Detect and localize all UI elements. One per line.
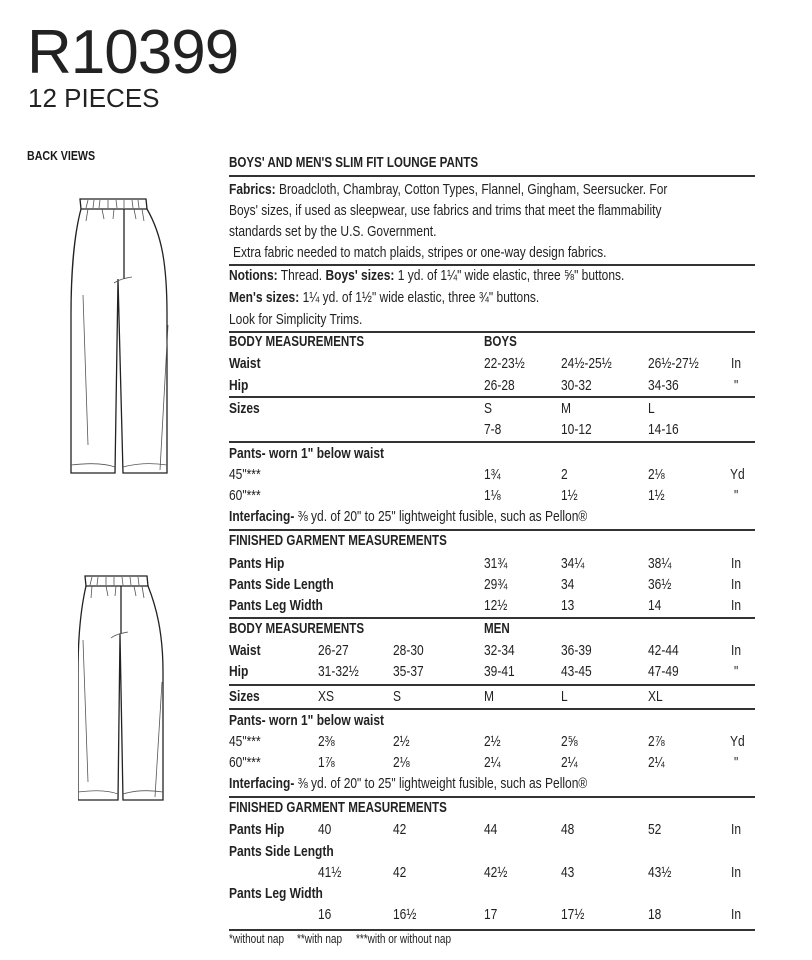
men-60-value: 2⅛ (393, 754, 410, 771)
unit: In (731, 597, 742, 614)
men-pants-hip-label: Pants Hip (229, 821, 285, 838)
footnote: *without nap (229, 932, 285, 946)
fabrics-line-3: standards set by the U.S. Government. (229, 223, 437, 240)
unit: " (734, 377, 739, 394)
men-pants-hip-value: 44 (484, 821, 498, 838)
boys-60-label: 60"*** (229, 487, 261, 504)
fabrics-line-4: Extra fabric needed to match plaids, stripes or one-way design fabrics. (233, 244, 607, 261)
men-45-value: 2½ (393, 733, 410, 750)
men-sizes-label: Sizes (229, 688, 260, 705)
divider (229, 441, 755, 443)
unit: " (734, 487, 739, 504)
boys-waist-value: 22-23½ (484, 355, 525, 372)
boys-pants-leg-value: 14 (648, 597, 662, 614)
men-60-value: 2¼ (561, 754, 578, 771)
boys-pants-leg-value: 13 (561, 597, 575, 614)
men-interfacing (229, 775, 587, 792)
interfacing-label: Interfacing- (229, 775, 295, 792)
divider (229, 529, 755, 531)
men-waist-value: 32-34 (484, 642, 515, 659)
boys-pants-side-label: Pants Side Length (229, 576, 334, 593)
notions-look: Look for Simplicity Trims. (229, 311, 363, 328)
divider (229, 396, 755, 398)
notions-line-1 (229, 267, 624, 284)
men-pants-hip-value: 52 (648, 821, 662, 838)
men-pants-leg-value: 17½ (561, 906, 585, 923)
men-body-header: BODY MEASUREMENTS (229, 621, 365, 637)
men-pants-side-value: 42 (393, 864, 407, 881)
men-waist-value: 26-27 (318, 642, 349, 659)
men-pants-side-value: 43½ (648, 864, 672, 881)
men-group-label: MEN (484, 621, 510, 637)
men-pants-leg-value: 18 (648, 906, 662, 923)
unit: Yd (730, 733, 745, 750)
boys-hip-label: Hip (229, 377, 249, 394)
divider (229, 331, 755, 333)
men-size: M (484, 688, 494, 705)
men-pants-hip-value: 40 (318, 821, 332, 838)
footnote: **with nap (297, 932, 343, 946)
boys-pants-hip-value: 34¼ (561, 555, 585, 572)
fabrics-text: Broadcloth, Chambray, Cotton Types, Flannel, Gingham, Seersucker. For (279, 181, 668, 198)
boys-size: M (561, 400, 571, 417)
divider (229, 708, 755, 710)
boys-60-value: 1⅛ (484, 487, 501, 504)
boys-45-value: 2⅛ (648, 466, 665, 483)
men-pants-leg-value: 16 (318, 906, 332, 923)
men-45-value: 2½ (484, 733, 501, 750)
men-hip-value: 47-49 (648, 663, 679, 680)
interfacing-text: ⅜ yd. of 20" to 25" lightweight fusible, such as Pellon® (297, 508, 588, 525)
men-pants-side-value: 43 (561, 864, 575, 881)
unit: Yd (730, 466, 745, 483)
boys-pants-side-value: 36½ (648, 576, 672, 593)
men-hip-value: 43-45 (561, 663, 592, 680)
notions-boys-label: Boys' sizes: (325, 267, 395, 284)
boys-pants-hip-value: 31¾ (484, 555, 508, 572)
boys-pants-hip-value: 38¼ (648, 555, 672, 572)
men-waist-value: 28-30 (393, 642, 424, 659)
notions-label: Notions: (229, 267, 278, 284)
boys-waist-value: 24½-25½ (561, 355, 612, 372)
boys-45-label: 45"*** (229, 466, 261, 483)
boys-size: S (484, 400, 493, 417)
notions-men-label: Men's sizes: (229, 289, 300, 306)
men-pants-side-value: 41½ (318, 864, 342, 881)
interfacing-label: Interfacing- (229, 508, 295, 525)
boys-pants-side-value: 34 (561, 576, 575, 593)
boys-45-value: 1¾ (484, 466, 501, 483)
men-pants-hip-value: 42 (393, 821, 407, 838)
boys-pants-leg-label: Pants Leg Width (229, 597, 323, 614)
men-60-value: 2¼ (484, 754, 501, 771)
men-waist-value: 36-39 (561, 642, 592, 659)
men-pants-hip-value: 48 (561, 821, 575, 838)
boys-waist-label: Waist (229, 355, 261, 372)
men-size: S (393, 688, 402, 705)
boys-pants-back-view-icon (68, 195, 178, 480)
men-hip-label: Hip (229, 663, 249, 680)
men-hip-value: 39-41 (484, 663, 515, 680)
mens-pants-back-view-icon (78, 572, 173, 807)
men-45-label: 45"*** (229, 733, 261, 750)
notions-thread: Thread. (280, 267, 323, 284)
men-60-label: 60"*** (229, 754, 261, 771)
unit: In (731, 864, 742, 881)
notions-boys-text: 1 yd. of 1¼" wide elastic, three ⅝" buttons. (397, 267, 625, 284)
men-pants-side-label: Pants Side Length (229, 843, 334, 860)
divider (229, 264, 755, 266)
men-pants-side-value: 42½ (484, 864, 508, 881)
back-views-label: BACK VIEWS (27, 148, 96, 163)
men-size: XL (648, 688, 663, 705)
fabrics-label: Fabrics: (229, 181, 276, 198)
boys-finished-header: FINISHED GARMENT MEASUREMENTS (229, 533, 447, 549)
men-60-value: 2¼ (648, 754, 665, 771)
unit: In (731, 821, 742, 838)
men-size: L (561, 688, 568, 705)
men-pants-leg-value: 16½ (393, 906, 417, 923)
boys-60-value: 1½ (561, 487, 578, 504)
men-waist-label: Waist (229, 642, 261, 659)
boys-size-number: 7-8 (484, 421, 502, 438)
men-hip-value: 35-37 (393, 663, 424, 680)
pattern-number: R10399 (27, 18, 239, 87)
boys-body-header: BODY MEASUREMENTS (229, 334, 365, 350)
men-60-value: 1⅞ (318, 754, 335, 771)
divider (229, 175, 755, 177)
boys-pants-side-value: 29¾ (484, 576, 508, 593)
boys-size-number: 14-16 (648, 421, 679, 438)
boys-size: L (648, 400, 655, 417)
unit: " (734, 663, 739, 680)
unit: In (731, 355, 742, 372)
interfacing-text: ⅜ yd. of 20" to 25" lightweight fusible, such as Pellon® (297, 775, 588, 792)
men-waist-value: 42-44 (648, 642, 679, 659)
boys-group-label: BOYS (484, 334, 517, 350)
boys-hip-value: 26-28 (484, 377, 515, 394)
footnote: ***with or without nap (356, 932, 452, 946)
unit: In (731, 906, 742, 923)
boys-sizes-label: Sizes (229, 400, 260, 417)
men-hip-value: 31-32½ (318, 663, 359, 680)
divider (229, 796, 755, 798)
men-pants-header: Pants- worn 1" below waist (229, 712, 385, 729)
men-size: XS (318, 688, 335, 705)
boys-hip-value: 34-36 (648, 377, 679, 394)
divider (229, 617, 755, 619)
boys-pants-hip-label: Pants Hip (229, 555, 285, 572)
boys-hip-value: 30-32 (561, 377, 592, 394)
men-pants-leg-label: Pants Leg Width (229, 885, 323, 902)
boys-pants-leg-value: 12½ (484, 597, 508, 614)
men-45-value: 2⅜ (318, 733, 335, 750)
men-pants-leg-value: 17 (484, 906, 498, 923)
unit: " (734, 754, 739, 771)
boys-45-value: 2 (561, 466, 568, 483)
men-45-value: 2⅝ (561, 733, 578, 750)
divider (229, 684, 755, 686)
pieces-count: 12 PIECES (28, 83, 160, 113)
divider (229, 929, 755, 931)
boys-60-value: 1½ (648, 487, 665, 504)
pattern-title: BOYS' AND MEN'S SLIM FIT LOUNGE PANTS (229, 155, 479, 171)
boys-interfacing (229, 508, 587, 525)
notions-line-2 (229, 289, 539, 306)
notions-men-text: 1¼ yd. of 1½" wide elastic, three ¾" buttons. (302, 289, 540, 306)
men-45-value: 2⅞ (648, 733, 665, 750)
unit: In (731, 555, 742, 572)
men-finished-header: FINISHED GARMENT MEASUREMENTS (229, 800, 447, 816)
boys-size-number: 10-12 (561, 421, 592, 438)
unit: In (731, 576, 742, 593)
fabrics-line-2: Boys' sizes, if used as sleepwear, use fabrics and trims that meet the flammability (229, 202, 662, 219)
boys-pants-header: Pants- worn 1" below waist (229, 445, 385, 462)
unit: In (731, 642, 742, 659)
boys-waist-value: 26½-27½ (648, 355, 699, 372)
fabrics-line-1 (229, 181, 667, 198)
